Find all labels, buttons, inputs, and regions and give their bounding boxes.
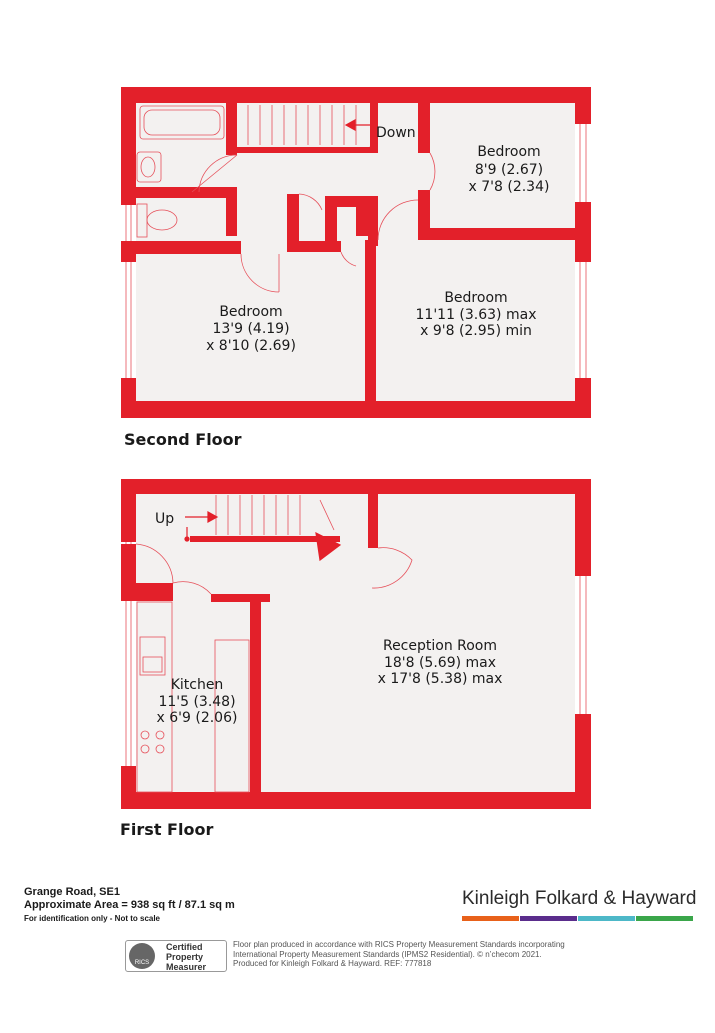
first-floor-title: First Floor [120, 820, 214, 839]
bedroom-right-dim1: 11'11 (3.63) max [415, 307, 537, 323]
bedroom-left-name: Bedroom [219, 304, 283, 320]
brand-bar-orange [462, 916, 519, 921]
reception-room-dim2: x 17'8 (5.38) max [377, 671, 503, 687]
rics-org-label: RICS [134, 960, 150, 966]
second-floor-plan [121, 87, 591, 418]
property-address: Grange Road, SE1 [24, 886, 120, 898]
legal-notice [233, 940, 593, 969]
bedroom-right-name: Bedroom [444, 290, 508, 306]
brand-bar-green [636, 916, 693, 921]
legal-line-3: Produced for Kinleigh Folkard & Hayward. REF: 777818 [233, 959, 432, 968]
reception-room-dim1: 18'8 (5.69) max [383, 655, 497, 671]
second-floor-title: Second Floor [124, 430, 242, 449]
bedroom-small-dim1: 8'9 (2.67) [474, 162, 544, 178]
badge-line-property: Property [166, 952, 204, 962]
badge-line-measurer: Measurer [166, 962, 207, 972]
rics-logo-icon [129, 943, 155, 969]
bedroom-right-dim2: x 9'8 (2.95) min [420, 323, 532, 339]
bedroom-small-dim2: x 7'8 (2.34) [468, 179, 550, 195]
brand-bar-purple [520, 916, 577, 921]
legal-line-1: Floor plan produced in accordance with RICS Property Measurement Standards incorporating [233, 940, 565, 949]
brand-name: Kinleigh Folkard & Hayward [462, 888, 697, 909]
kitchen-name: Kitchen [170, 677, 224, 693]
bedroom-small-name: Bedroom [477, 144, 541, 160]
brand-bar-teal [578, 916, 635, 921]
rics-badge [125, 940, 227, 972]
first-floor-plan [121, 479, 591, 809]
disclaimer-text: For identification only - Not to scale [24, 914, 161, 923]
bedroom-left-dim1: 13'9 (4.19) [212, 321, 290, 337]
stairs-down-label: Down [376, 125, 416, 141]
kitchen-dim2: x 6'9 (2.06) [156, 710, 238, 726]
stairs-up-label: Up [155, 511, 175, 527]
property-area: Approximate Area = 938 sq ft / 87.1 sq m [24, 899, 235, 911]
reception-room-name: Reception Room [382, 638, 498, 654]
bedroom-left-dim2: x 8'10 (2.69) [206, 338, 296, 354]
kitchen-dim1: 11'5 (3.48) [158, 694, 236, 710]
badge-line-certified: Certified [166, 942, 203, 952]
legal-line-2: International Property Measurement Standards (IPMS2 Residential). © n’checom 2021. [233, 949, 542, 959]
